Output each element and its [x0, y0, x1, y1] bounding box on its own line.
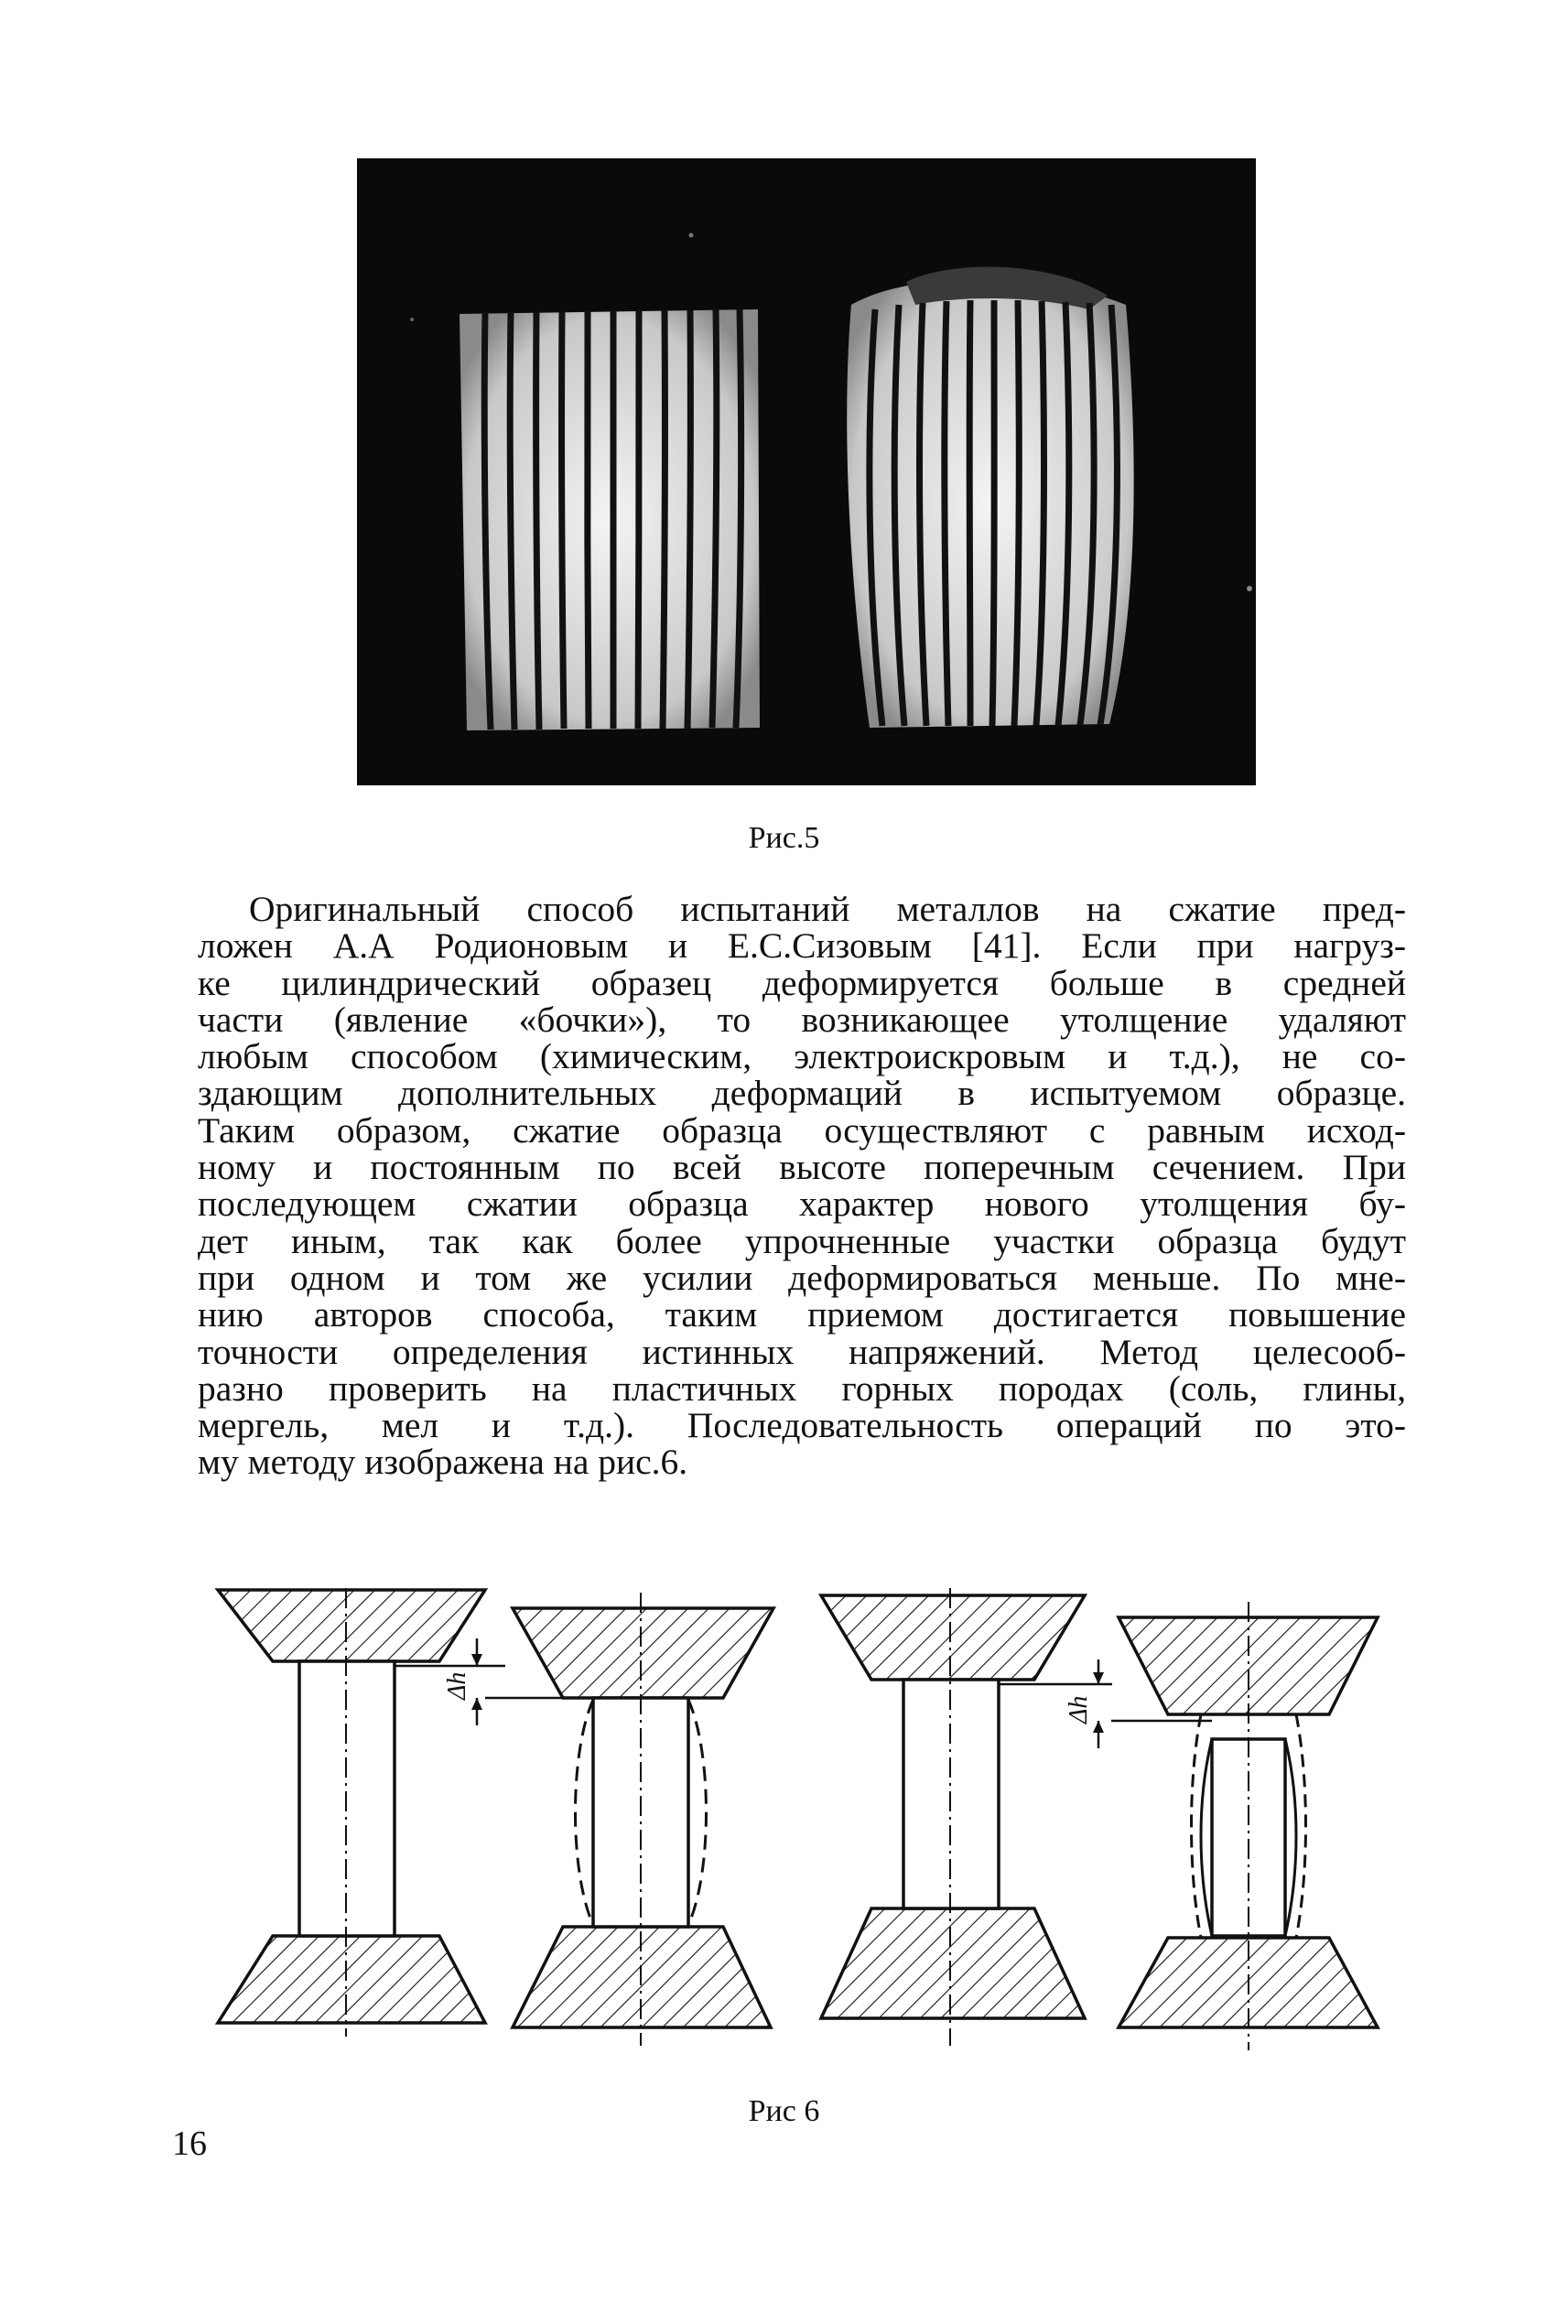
stage-1 [218, 1588, 505, 2037]
paragraph-line: мергель, мел и т.д.). Последовательность операций по это- [198, 1405, 1406, 1446]
figure-6-caption: Рис 6 [748, 2094, 820, 2128]
paragraph-line: разно проверить на пластичных горных породах (соль, глины, [198, 1367, 1406, 1409]
stage-4 [1093, 1602, 1378, 2050]
paragraph-line: ложен А.А Родионовым и Е.С.Сизовым [41]. Если при нагруз- [198, 925, 1406, 967]
paragraph-line: здающим дополнительных деформаций в испытуемом образце. [198, 1073, 1406, 1114]
figure-5-caption: Рис.5 [748, 821, 820, 855]
body-paragraph [198, 891, 1406, 1481]
paragraph-line: Оригинальный способ испытаний металлов на сжатие пред- [249, 889, 1406, 929]
sample-left [460, 309, 760, 730]
paragraph-line: при одном и том же усилии деформироваться меньше. По мне- [198, 1257, 1406, 1298]
page-number: 16 [172, 2124, 207, 2163]
paragraph-line: Таким образом, сжатие образца осуществляют с равным исход- [198, 1109, 1406, 1151]
dh-label-1: Δh [443, 1671, 471, 1700]
paragraph-line: части (явление «бочки»), то возникающее утолщение удаляют [198, 999, 1406, 1040]
dh-label-2: Δh [1065, 1695, 1093, 1724]
sample-right [847, 266, 1133, 728]
paragraph-line: дет иным, так как более упрочненные участки образца будут [198, 1220, 1406, 1261]
stage-3 [821, 1588, 1112, 2046]
paragraph-line: нию авторов способа, таким приемом достигается повышение [198, 1294, 1406, 1335]
paragraph-line: му методу изображена на рис.6. [198, 1442, 688, 1483]
paragraph-line: ке цилиндрический образец деформируется больше в средней [198, 962, 1406, 1003]
stage-2 [471, 1593, 773, 2046]
paragraph-line: любым способом (химическим, электроискровым и т.д.), не со- [198, 1036, 1406, 1077]
paragraph-line: точности определения истинных напряжений. Метод целесооб- [198, 1331, 1406, 1372]
figure-6-diagram [211, 1588, 1419, 2064]
paragraph-line: ному и постоянным по всей высоте поперечным сечением. При [198, 1147, 1406, 1188]
figure-5-photo [357, 158, 1256, 785]
paragraph-line: последующем сжатии образца характер нового утолщения бу- [198, 1184, 1406, 1225]
